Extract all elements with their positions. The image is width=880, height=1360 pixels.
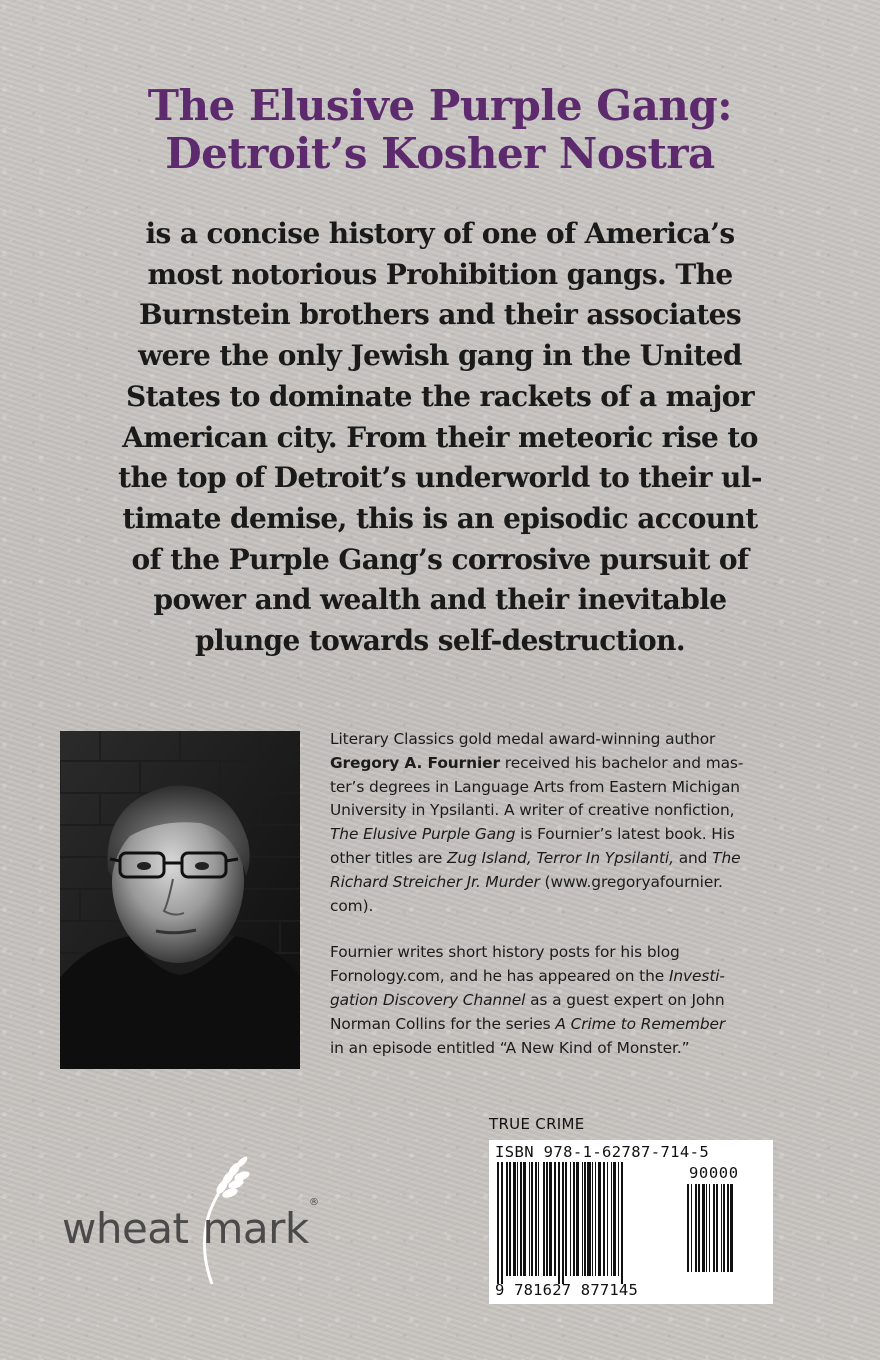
barcode-bar <box>531 1162 533 1276</box>
other-title-italic: Richard Streicher Jr. Murder <box>330 872 540 891</box>
blurb-line: power and wealth and their inevitable <box>153 583 727 617</box>
blurb-line: were the only Jewish gang in the United <box>138 339 742 373</box>
barcode-bar <box>723 1184 725 1272</box>
bio-paragraph-2 <box>330 941 808 1060</box>
bio-line <box>330 752 808 776</box>
bio-text: Norman Collins for the series <box>330 1014 556 1033</box>
barcode-bar <box>709 1184 710 1272</box>
barcode-bar <box>535 1162 537 1276</box>
author-photo <box>60 731 300 1069</box>
blurb-line: States to dominate the rackets of a major <box>126 379 754 413</box>
barcode-bar <box>706 1184 707 1272</box>
publisher-wordmark <box>62 1204 309 1253</box>
barcode-bar <box>562 1162 564 1284</box>
barcode-bar <box>598 1162 601 1276</box>
blurb-line: timate demise, this is an episodic account <box>122 501 758 535</box>
wordmark-right: mark <box>202 1204 309 1253</box>
bio-line <box>330 1013 808 1037</box>
barcode-bar <box>691 1184 692 1272</box>
bio-text: (www.gregoryafournier. <box>539 872 723 891</box>
barcode-bar <box>576 1162 579 1276</box>
bio-line: Literary Classics gold medal award-winning author <box>330 730 716 748</box>
bio-text: and <box>673 848 713 867</box>
bio-text: received his bachelor and mas- <box>500 753 744 772</box>
barcode-bar <box>538 1162 539 1276</box>
tv-show-italic: Investi- <box>668 967 725 986</box>
blurb-line: the top of Detroit’s underworld to their ul- <box>118 461 762 495</box>
ean-digits: 9 781627 877145 <box>495 1281 638 1299</box>
barcode-bar <box>513 1162 516 1276</box>
barcode-bar <box>721 1184 722 1272</box>
barcode-bar <box>520 1162 522 1276</box>
blurb-line: Burnstein brothers and their associates <box>138 298 742 332</box>
author-portrait-illustration <box>60 731 300 1069</box>
barcode-bar <box>702 1184 705 1272</box>
barcode-bar <box>549 1162 552 1276</box>
blurb-line: American city. From their meteoric rise to <box>122 420 758 454</box>
barcode-bar <box>497 1162 499 1284</box>
barcode-bar <box>582 1162 583 1276</box>
wordmark-left: wheat <box>62 1204 189 1253</box>
barcode-bar <box>621 1162 623 1284</box>
barcode-bar <box>613 1162 616 1276</box>
barcode-bar <box>506 1162 508 1276</box>
bio-line: University in Ypsilanti. A writer of creative nonfiction, <box>330 801 735 820</box>
bio-line <box>330 847 808 871</box>
barcode-bar <box>565 1162 567 1276</box>
isbn-barcode <box>489 1140 773 1304</box>
barcode-bar <box>584 1162 586 1276</box>
barcode-bar <box>603 1162 605 1276</box>
bio-text: Fornology.com, and he has appeared on the <box>330 967 669 986</box>
barcode-bar <box>517 1162 518 1276</box>
addon-barcode-bars <box>687 1184 765 1280</box>
isbn-number: ISBN 978-1-62787-714-5 <box>495 1143 710 1161</box>
barcode-bar <box>618 1162 619 1276</box>
bio-line: Fournier writes short history posts for his blog <box>330 943 680 962</box>
blurb-line: most notorious Prohibition gangs. The <box>147 257 733 291</box>
tv-show-italic: gation Discovery Channel <box>330 990 526 1009</box>
barcode-bar <box>523 1162 526 1276</box>
bio-line: ter’s degrees in Language Arts from Eastern Michigan <box>330 777 740 796</box>
genre-label: TRUE CRIME <box>489 1115 585 1133</box>
barcode-bar <box>529 1162 530 1276</box>
barcode-bar <box>554 1162 556 1276</box>
bio-line <box>330 871 808 895</box>
book-title-italic: The Elusive Purple Gang <box>330 825 516 844</box>
barcode-bar <box>509 1162 511 1276</box>
other-titles-italic: Zug Island, Terror In Ypsilanti, <box>446 848 674 867</box>
ean-barcode-bars <box>497 1162 679 1284</box>
barcode-bar <box>713 1184 715 1272</box>
barcode-bar <box>501 1162 503 1284</box>
barcode-bar <box>543 1162 545 1276</box>
bio-line <box>330 823 808 847</box>
bio-line <box>330 989 808 1013</box>
book-title-line-2: Detroit’s Kosher Nostra <box>165 129 715 178</box>
bio-text: as a guest expert on John <box>525 990 725 1009</box>
barcode-bar <box>730 1184 733 1272</box>
author-bio <box>330 728 808 1060</box>
blurb-line: plunge towards self-destruction. <box>194 624 686 658</box>
publisher-logo <box>60 1156 330 1286</box>
barcode-bar <box>558 1162 560 1284</box>
bio-line: in an episode entitled “A New Kind of Monster.” <box>330 1038 690 1057</box>
barcode-bar <box>687 1184 689 1272</box>
barcode-bar <box>570 1162 571 1276</box>
barcode-bar <box>595 1162 596 1276</box>
barcode-bar <box>592 1162 593 1276</box>
bio-line: com). <box>330 896 374 915</box>
barcode-bar <box>698 1184 700 1272</box>
blurb-line: is a concise history of one of America’s <box>145 217 735 250</box>
barcode-bar <box>573 1162 575 1276</box>
bio-paragraph-1 <box>330 728 808 918</box>
barcode-bar <box>727 1184 729 1272</box>
blurb-line: of the Purple Gang’s corrosive pursuit of <box>131 542 749 576</box>
barcode-bar <box>695 1184 697 1272</box>
other-title-italic: The <box>712 848 741 867</box>
bio-line <box>330 965 808 989</box>
price-code: 90000 <box>689 1164 739 1182</box>
registered-mark: ® <box>309 1197 319 1208</box>
author-name: Gregory A. Fournier <box>330 753 501 772</box>
barcode-bar <box>587 1162 591 1276</box>
book-blurb <box>72 214 808 662</box>
book-title-line-1: The Elusive Purple Gang: <box>147 81 733 130</box>
barcode-bar <box>716 1184 718 1272</box>
barcode-bar <box>607 1162 608 1276</box>
barcode-bar <box>546 1162 548 1276</box>
bio-text: other titles are <box>330 848 447 867</box>
bio-text: is Fournier’s latest book. His <box>515 825 735 844</box>
book-title <box>40 82 840 178</box>
barcode-bar <box>611 1162 612 1276</box>
series-title-italic: A Crime to Remember <box>555 1014 726 1033</box>
